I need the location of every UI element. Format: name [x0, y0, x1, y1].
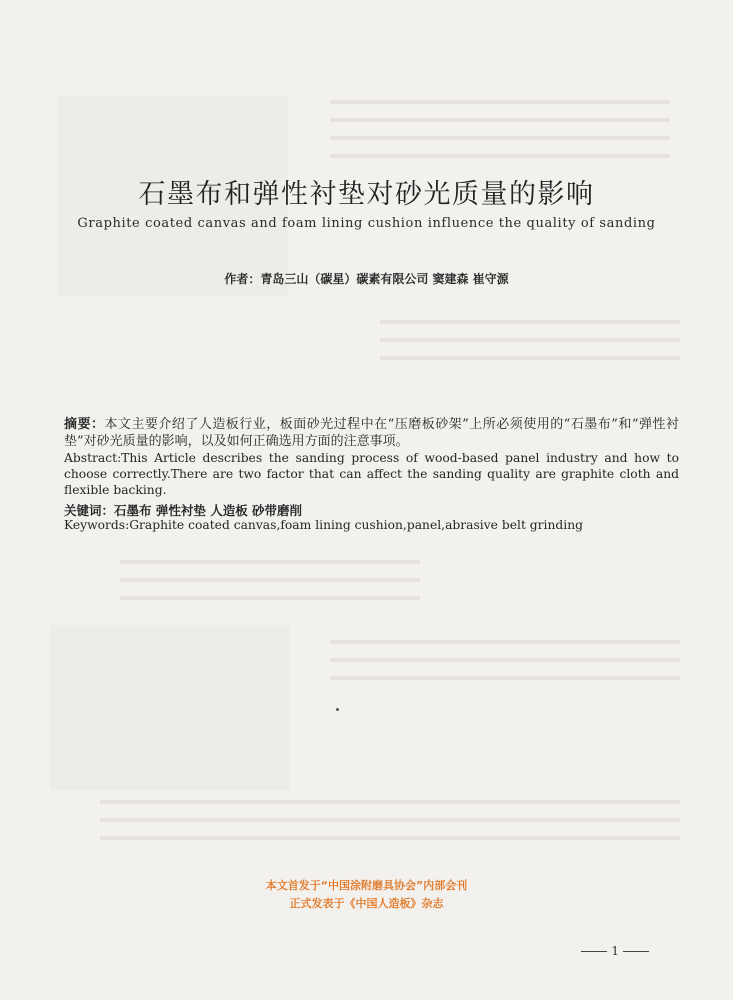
- bleed-through-line: [330, 676, 680, 680]
- bleed-through-line: [330, 154, 670, 158]
- author-line: 作者：青岛三山（碳星）碳素有限公司 窦建森 崔守源: [224, 272, 509, 286]
- publication-notice-line-1: 本文首发于“中国涂附磨具协会”内部会刊: [265, 879, 468, 892]
- bleed-through-line: [330, 118, 670, 122]
- bleed-through-line: [120, 578, 420, 582]
- page-number-dash-right: [623, 951, 649, 952]
- keywords-chinese: 关键词：石墨布 弹性衬垫 人造板 砂带磨削: [64, 503, 303, 518]
- title-english: Graphite coated canvas and foam lining cushion influence the quality of sanding: [77, 216, 656, 231]
- page-number-dash-left: [581, 951, 607, 952]
- abstract-english: Abstract:This Article describes the sanding process of wood-based panel industry and how to choose correctly.There are two factor that can affect the sanding quality are graphite cloth and flexible backing.: [64, 451, 679, 497]
- bleed-through-line: [100, 800, 680, 804]
- abstract-chinese-text: 本文主要介绍了人造板行业，板面砂光过程中在“压磨板砂架”上所必须使用的“石墨布”和“弹性衬垫”对砂光质量的影响，以及如何正确选用方面的注意事项。: [64, 417, 679, 449]
- bleed-through-line: [380, 356, 680, 360]
- abstract-chinese: [64, 416, 679, 450]
- bleed-through-line: [330, 640, 680, 644]
- page-number-value: 1: [611, 944, 619, 958]
- bleed-through-line: [380, 338, 680, 342]
- abstract-chinese-label: 摘要：: [64, 417, 105, 432]
- keywords-english: Keywords:Graphite coated canvas,foam lining cushion,panel,abrasive belt grinding: [64, 518, 583, 532]
- bleed-through-line: [100, 818, 680, 822]
- bleed-through-line: [330, 100, 670, 104]
- speck-mark: [336, 708, 339, 711]
- bleed-through-image-bottom-left: [50, 625, 290, 790]
- page-number: [581, 944, 649, 958]
- bleed-through-line: [120, 560, 420, 564]
- title-chinese: 石墨布和弹性衬垫对砂光质量的影响: [138, 179, 595, 210]
- bleed-through-line: [330, 136, 670, 140]
- bleed-through-line: [330, 658, 680, 662]
- bleed-through-line: [380, 320, 680, 324]
- bleed-through-line: [120, 596, 420, 600]
- publication-notice-line-2: 正式发表于《中国人造板》杂志: [289, 897, 444, 910]
- bleed-through-line: [100, 836, 680, 840]
